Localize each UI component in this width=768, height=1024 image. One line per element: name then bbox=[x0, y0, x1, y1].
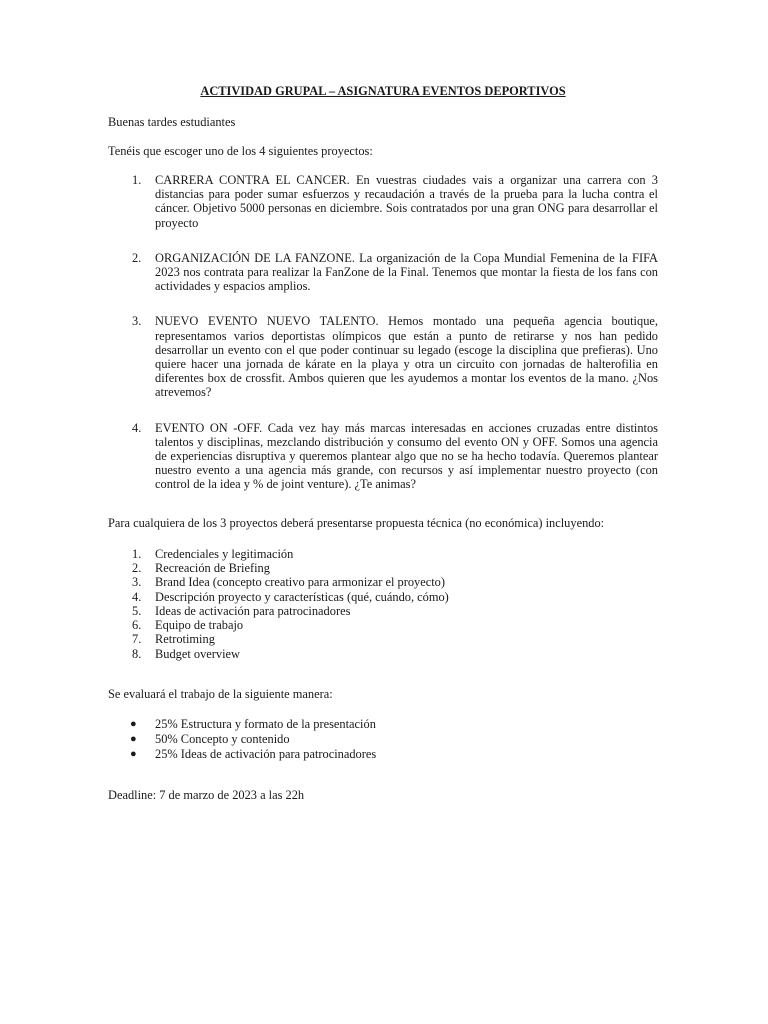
project-item bbox=[108, 251, 658, 294]
list-item bbox=[108, 732, 658, 747]
intro-text: Tenéis que escoger uno de los 4 siguientes proyectos: bbox=[108, 144, 373, 158]
project-item bbox=[108, 314, 658, 399]
greeting-text: Buenas tardes estudiantes bbox=[108, 115, 236, 129]
list-item-text: Equipo de trabajo bbox=[155, 618, 244, 633]
list-item-text: Credenciales y legitimación bbox=[155, 546, 294, 561]
proposal-items-list bbox=[108, 547, 658, 661]
list-number: 5. bbox=[132, 603, 142, 618]
list-number: 4. bbox=[132, 420, 142, 435]
list-item bbox=[108, 618, 658, 632]
list-number: 7. bbox=[132, 632, 142, 647]
list-item bbox=[108, 747, 658, 762]
project-item bbox=[108, 421, 658, 492]
evaluation-list bbox=[108, 717, 658, 762]
list-number: 6. bbox=[132, 618, 142, 633]
project-text: NUEVO EVENTO NUEVO TALENTO. Hemos montado una pequeña agencia boutique, representamos varios deportistas olímpicos que están a punto de retirarse y nos han pedido desarrollar un evento con el que poder continuar su legado (escoge la disciplina que prefieras). Uno quiere hacer una jornada de kárate en la playa y otra un circuito con jornadas de halterofilia en diferentes box de crossfit. Ambos quieren que les ayudemos a montar los eventos de la mano. ¿Nos atrevemos? bbox=[155, 314, 658, 400]
project-text: CARRERA CONTRA EL CANCER. En vuestras ciudades vais a organizar una carrera con 3 distancias para poder sumar esfuerzos y recaudación a través de la prueba para la lucha contra el cáncer. Objetivo 5000 personas en diciembre. Sois contratados por una gran ONG para desarrollar el proyecto bbox=[155, 173, 658, 230]
evaluation-intro-text: Se evaluará el trabajo de la siguiente manera: bbox=[108, 687, 333, 702]
list-number: 2. bbox=[132, 560, 142, 575]
list-item bbox=[108, 717, 658, 732]
list-item-text: Brand Idea (concepto creativo para armonizar el proyecto) bbox=[155, 575, 445, 590]
document-page bbox=[108, 84, 658, 803]
list-item bbox=[108, 590, 658, 604]
list-item bbox=[108, 632, 658, 646]
list-number: 3. bbox=[132, 314, 142, 329]
proposal-intro-text: Para cualquiera de los 3 proyectos deberá presentarse propuesta técnica (no económica) incluyendo: bbox=[108, 515, 605, 530]
list-item bbox=[108, 561, 658, 575]
project-text: ORGANIZACIÓN DE LA FANZONE. La organización de la Copa Mundial Femenina de la FIFA 2023 nos contrata para realizar la FanZone de la Final. Tenemos que montar la fiesta de los fans con actividades y espacios amplios. bbox=[155, 250, 658, 294]
list-item bbox=[108, 575, 658, 589]
list-item-text: Recreación de Briefing bbox=[155, 560, 270, 575]
list-item-text: 25% Estructura y formato de la presentación bbox=[155, 717, 376, 732]
list-number: 1. bbox=[132, 173, 142, 187]
document-title: ACTIVIDAD GRUPAL – ASIGNATURA EVENTOS DEPORTIVOS bbox=[200, 84, 566, 98]
list-item-text: Ideas de activación para patrocinadores bbox=[155, 603, 351, 618]
list-item-text: 25% Ideas de activación para patrocinadores bbox=[155, 747, 377, 762]
list-item bbox=[108, 547, 658, 561]
project-item bbox=[108, 173, 658, 230]
list-item-text: Descripción proyecto y características (qué, cuándo, cómo) bbox=[155, 589, 449, 604]
list-item-text: 50% Concepto y contenido bbox=[155, 732, 290, 747]
list-number: 1. bbox=[132, 546, 142, 561]
bullet-icon: ● bbox=[130, 733, 137, 746]
projects-list bbox=[108, 173, 658, 492]
list-number: 4. bbox=[132, 589, 142, 604]
deadline-text: Deadline: 7 de marzo de 2023 a las 22h bbox=[108, 788, 305, 803]
list-item-text: Budget overview bbox=[155, 646, 240, 661]
list-item-text: Retrotiming bbox=[155, 632, 215, 647]
list-item bbox=[108, 604, 658, 618]
bullet-icon: ● bbox=[130, 718, 137, 731]
list-number: 8. bbox=[132, 646, 142, 661]
list-number: 3. bbox=[132, 575, 142, 590]
list-number: 2. bbox=[132, 250, 142, 265]
bullet-icon: ● bbox=[130, 748, 137, 761]
list-item bbox=[108, 647, 658, 661]
project-text: EVENTO ON -OFF. Cada vez hay más marcas interesadas en acciones cruzadas entre distintos talentos y disciplinas, mezclando distribución y consumo del evento ON y OFF. Somos una agencia de experiencias disruptiva y queremos plantear algo que no se ha hecho todavía. Queremos plantear nuestro evento a una agencia más grande, con recursos y así implementar nuestro proyecto (con control de la idea y % de joint venture). ¿Te animas? bbox=[155, 420, 658, 492]
